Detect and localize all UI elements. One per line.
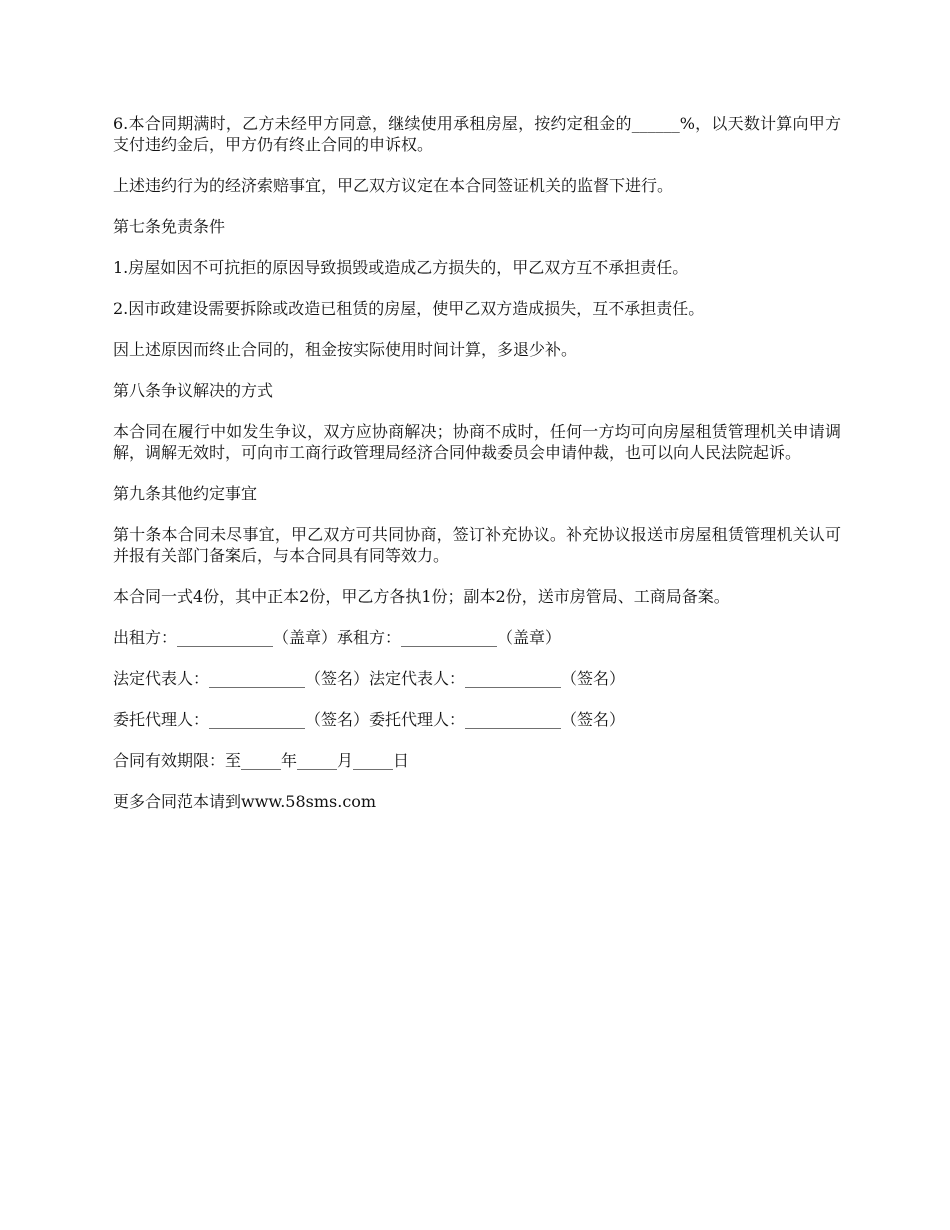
- document-page: [113, 113, 841, 832]
- article-7-heading: 第七条免责条件: [113, 217, 226, 236]
- authorized-agent-signature-line: 委托代理人：____________（签名）委托代理人：____________（签名）: [113, 710, 626, 729]
- exemption-clause-1: 1.房屋如因不可抗拒的原因导致损毁或造成乙方损失的，甲乙双方互不承担责任。: [113, 258, 689, 277]
- article-9-heading: 第九条其他约定事宜: [113, 484, 258, 503]
- legal-representative-signature-line: 法定代表人：____________（签名）法定代表人：____________（签名）: [113, 669, 626, 688]
- exemption-clause-2: 2.因市政建设需要拆除或改造已租赁的房屋，使甲乙双方造成损失，互不承担责任。: [113, 299, 705, 318]
- article-8-heading: 第八条争议解决的方式: [113, 381, 274, 400]
- dispute-resolution-paragraph: 本合同在履行中如发生争议，双方应协商解决；协商不成时，任何一方均可向房屋租赁管理机关申请调解，调解无效时，可向市工商行政管理局经济合同仲裁委员会申请仲裁，也可以向人民法院起诉。: [113, 422, 841, 462]
- copies-paragraph: 本合同一式4份，其中正本2份，甲乙方各执1份；副本2份，送市房管局、工商局备案。: [113, 587, 730, 606]
- more-templates-line: 更多合同范本请到www.58sms.com: [113, 792, 377, 811]
- clause-6-paragraph: 6.本合同期满时，乙方未经甲方同意，继续使用承租房屋，按约定租金的______%，以天数计算向甲方支付违约金后，甲方仍有终止合同的申诉权。: [113, 114, 841, 154]
- claims-supervision-paragraph: 上述违约行为的经济索赔事宜，甲乙双方议定在本合同签证机关的监督下进行。: [113, 176, 674, 195]
- lessor-lessee-signature-line: 出租方：____________（盖章）承租方：____________（盖章）: [113, 628, 562, 647]
- contract-validity-line: 合同有效期限：至_____年_____月_____日: [113, 751, 410, 770]
- rent-settlement-paragraph: 因上述原因而终止合同的，租金按实际使用时间计算，多退少补。: [113, 340, 578, 359]
- article-10-paragraph: 第十条本合同未尽事宜，甲乙双方可共同协商，签订补充协议。补充协议报送市房屋租赁管理机关认可并报有关部门备案后，与本合同具有同等效力。: [113, 525, 841, 565]
